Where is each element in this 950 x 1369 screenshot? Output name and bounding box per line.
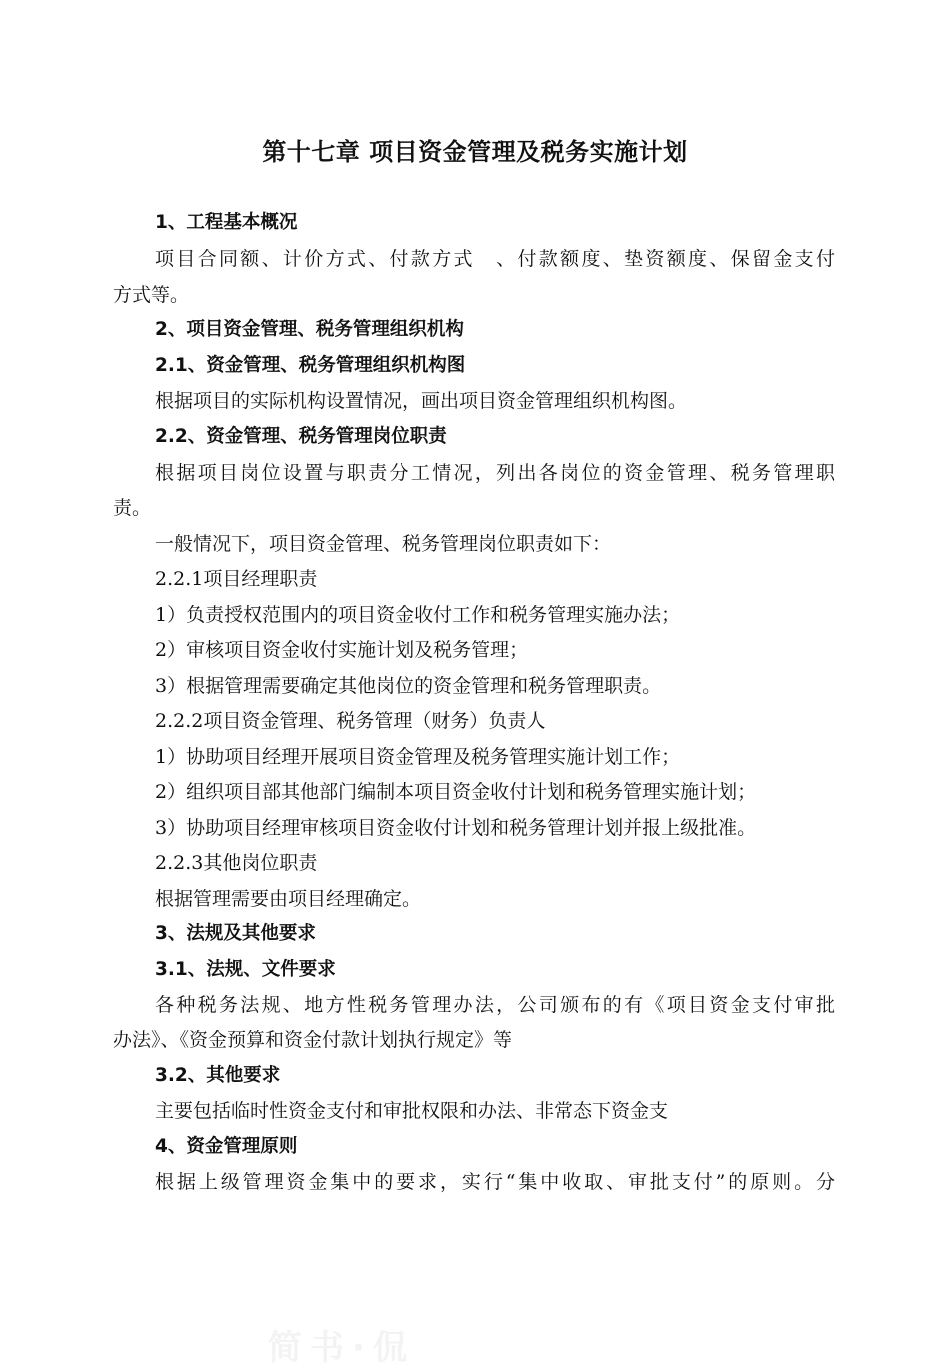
section-heading: 4、资金管理原则 xyxy=(155,1136,298,1157)
list-item: 3）协助项目经理审核项目资金收付计划和税务管理计划并报上级批准。 xyxy=(155,817,757,839)
watermark: 简书·侃 xyxy=(268,1328,415,1368)
paragraph-line: 主要包括临时性资金支付和审批权限和办法、非常态下资金支 xyxy=(155,1100,669,1122)
paragraph-line: 方式等。 xyxy=(113,284,190,306)
list-item: 2）组织项目部其他部门编制本项目资金收付计划和税务管理实施计划； xyxy=(155,781,757,803)
paragraph-line: 根据项目岗位设置与职责分工情况，列出各岗位的资金管理、税务管理职 xyxy=(155,462,835,484)
list-heading: 2.2.1项目经理职责 xyxy=(155,568,318,590)
paragraph-line: 一般情况下，项目资金管理、税务管理岗位职责如下： xyxy=(155,533,612,555)
list-item: 1）负责授权范围内的项目资金收付工作和税务管理实施办法； xyxy=(155,604,681,626)
section-heading: 3、法规及其他要求 xyxy=(155,923,316,944)
list-item: 3）根据管理需要确定其他岗位的资金管理和税务管理职责。 xyxy=(155,675,662,697)
paragraph-line: 项目合同额、计价方式、付款方式 、付款额度、垫资额度、保留金支付 xyxy=(155,248,835,270)
paragraph-line: 各种税务法规、地方性税务管理办法，公司颁布的有《项目资金支付审批 xyxy=(155,994,835,1016)
page-title: 第十七章 项目资金管理及税务实施计划 xyxy=(262,138,688,166)
list-heading: 2.2.3其他岗位职责 xyxy=(155,852,318,874)
list-item: 1）协助项目经理开展项目资金管理及税务管理实施计划工作； xyxy=(155,746,681,768)
subsection-heading: 2.1、资金管理、税务管理组织机构图 xyxy=(155,355,466,376)
section-heading: 1、工程基本概况 xyxy=(155,212,298,233)
subsection-heading: 3.2、其他要求 xyxy=(155,1065,281,1086)
subsection-heading: 2.2、资金管理、税务管理岗位职责 xyxy=(155,426,447,447)
list-item: 2）审核项目资金收付实施计划及税务管理； xyxy=(155,639,529,661)
paragraph-line: 责。 xyxy=(113,497,152,519)
paragraph-line: 根据上级管理资金集中的要求，实行“集中收取、审批支付”的原则。分 xyxy=(155,1171,835,1193)
paragraph-line: 根据管理需要由项目经理确定。 xyxy=(155,888,422,910)
paragraph-line: 办法》、《资金预算和资金付款计划执行规定》等 xyxy=(113,1029,513,1051)
subsection-heading: 3.1、法规、文件要求 xyxy=(155,959,336,980)
section-heading: 2、项目资金管理、税务管理组织机构 xyxy=(155,319,464,340)
paragraph-line: 根据项目的实际机构设置情况，画出项目资金管理组织机构图。 xyxy=(155,390,688,412)
list-heading: 2.2.2项目资金管理、税务管理（财务）负责人 xyxy=(155,710,546,732)
